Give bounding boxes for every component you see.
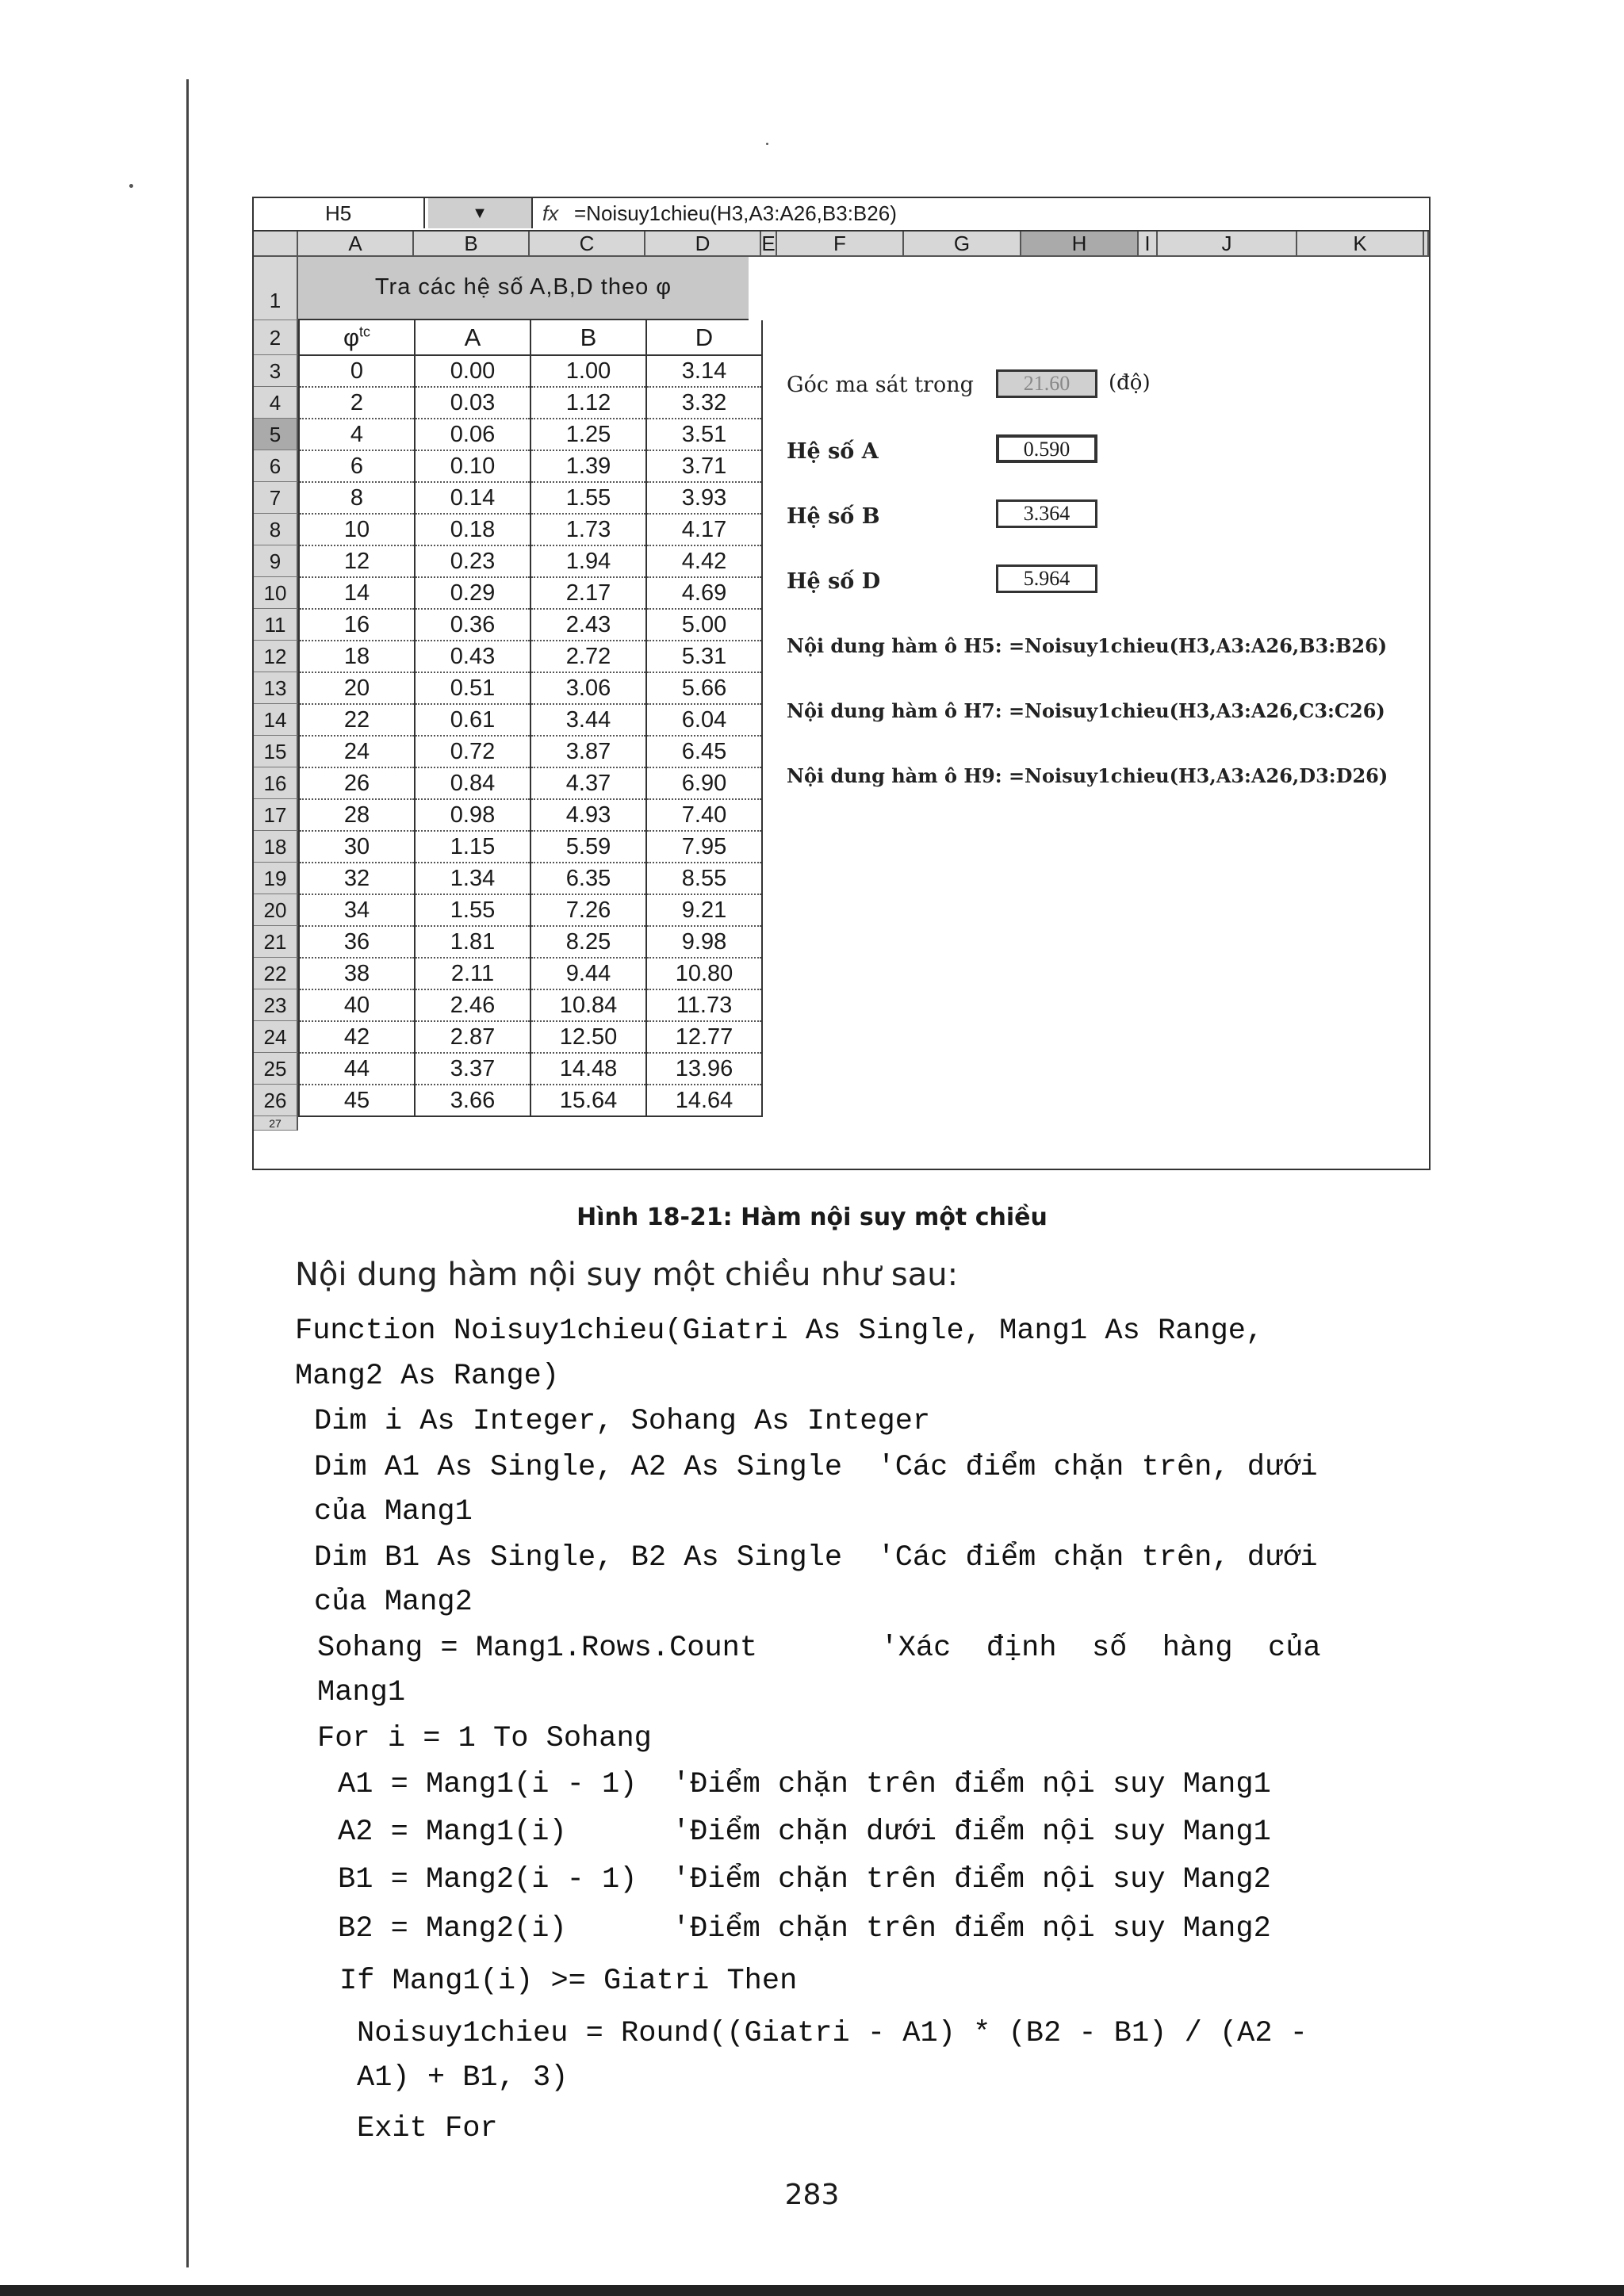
column-header-g[interactable]: G (904, 232, 1021, 257)
code-line: Dim i As Integer, Sohang As Integer (314, 1405, 931, 1438)
table-cell[interactable]: 6.45 (646, 736, 762, 767)
row-header-27[interactable]: 27 (254, 1116, 298, 1131)
table-row (299, 514, 762, 545)
table-row (299, 926, 762, 958)
table-cell[interactable]: 8.25 (530, 926, 646, 958)
table-cell[interactable]: 10.80 (646, 958, 762, 989)
table-row (299, 989, 762, 1021)
table-cell[interactable]: 5.00 (646, 609, 762, 641)
column-header-k[interactable]: K (1297, 232, 1424, 257)
table-row (299, 1085, 762, 1116)
table-row (299, 894, 762, 926)
row-header-16[interactable]: 16 (254, 767, 298, 799)
column-header-a[interactable]: A (298, 232, 414, 257)
fx-icon[interactable]: fx (542, 201, 559, 225)
table-row (299, 1053, 762, 1085)
table-cell[interactable]: 44 (299, 1053, 415, 1085)
code-line: của Mang2 (314, 1586, 473, 1619)
column-header-f[interactable]: F (777, 232, 904, 257)
row-header-17[interactable]: 17 (254, 799, 298, 831)
formula-note-h9: Nội dung hàm ô H9: =Noisuy1chieu(H3,A3:A26,D3:D26) (787, 764, 1388, 787)
table-cell[interactable]: 3.44 (530, 704, 646, 736)
header-cell[interactable]: B (530, 320, 646, 355)
table-row (299, 799, 762, 831)
table-header-row (299, 320, 762, 355)
table-cell[interactable]: 0.29 (415, 577, 530, 609)
table-cell[interactable]: 3.93 (646, 482, 762, 514)
table-cell[interactable]: 0.03 (415, 387, 530, 419)
table-row (299, 355, 762, 387)
table-cell[interactable]: 5.66 (646, 672, 762, 704)
code-line: B2 = Mang2(i) 'Điểm chặn trên điểm nội suy Mang2 (338, 1912, 1271, 1946)
coef-a-label: Hệ số A (787, 439, 879, 464)
angle-unit: (độ) (1109, 371, 1151, 395)
code-line: If Mang1(i) >= Giatri Then (339, 1965, 798, 1998)
table-cell[interactable]: 24 (299, 736, 415, 767)
phi-symbol: φ (343, 323, 360, 351)
column-header-i[interactable]: I (1139, 232, 1158, 257)
page-number: 283 (784, 2179, 840, 2211)
table-cell[interactable]: 3.37 (415, 1053, 530, 1085)
table-cell[interactable]: 3.71 (646, 450, 762, 482)
column-header-e[interactable]: E (761, 232, 777, 257)
table-cell[interactable]: 0.06 (415, 419, 530, 450)
table-cell[interactable]: 2.17 (530, 577, 646, 609)
column-header-d[interactable]: D (645, 232, 761, 257)
row-header-3[interactable]: 3 (254, 355, 298, 387)
friction-angle-cell[interactable]: 21.60 (996, 369, 1097, 398)
table-row (299, 1021, 762, 1053)
row-header-8[interactable]: 8 (254, 514, 298, 545)
row-header-26[interactable]: 26 (254, 1085, 298, 1116)
table-cell[interactable]: 6.35 (530, 863, 646, 894)
table-cell[interactable]: 1.55 (415, 894, 530, 926)
table-cell[interactable]: 5.31 (646, 641, 762, 672)
table-cell[interactable]: 9.44 (530, 958, 646, 989)
code-line: Mang2 As Range) (295, 1360, 560, 1393)
row-header-18[interactable]: 18 (254, 831, 298, 863)
row-header-10[interactable]: 10 (254, 577, 298, 609)
table-cell[interactable]: 16 (299, 609, 415, 641)
table-cell[interactable]: 12.77 (646, 1021, 762, 1053)
table-cell[interactable]: 18 (299, 641, 415, 672)
table-cell[interactable]: 1.34 (415, 863, 530, 894)
table-cell[interactable]: 26 (299, 767, 415, 799)
column-header-filler (1424, 232, 1429, 257)
table-cell[interactable]: 0.14 (415, 482, 530, 514)
table-cell[interactable]: 4.37 (530, 767, 646, 799)
formula-note-h7: Nội dung hàm ô H7: =Noisuy1chieu(H3,A3:A26,C3:C26) (787, 699, 1385, 722)
name-box[interactable]: H5 (254, 198, 425, 228)
table-title-cell[interactable]: Tra các hệ số A,B,D theo φ (298, 257, 749, 320)
formula-input[interactable]: =Noisuy1chieu(H3,A3:A26,B3:B26) (574, 201, 897, 225)
table-cell[interactable]: 6 (299, 450, 415, 482)
row-header-2[interactable]: 2 (254, 320, 298, 355)
table-row (299, 672, 762, 704)
table-cell[interactable]: 3.06 (530, 672, 646, 704)
coefficient-table (298, 320, 763, 1117)
coef-a-cell[interactable]: 0.590 (996, 434, 1097, 463)
table-cell[interactable]: 1.12 (530, 387, 646, 419)
code-line: Exit For (357, 2112, 498, 2145)
table-cell[interactable]: 1.94 (530, 545, 646, 577)
row-header-13[interactable]: 13 (254, 672, 298, 704)
code-line: Noisuy1chieu = Round((Giatri - A1) * (B2 - B1) / (A2 - (357, 2017, 1308, 2050)
coef-d-label: Hệ số D (787, 569, 881, 594)
code-line: của Mang1 (314, 1495, 473, 1529)
formula-note-h5: Nội dung hàm ô H5: =Noisuy1chieu(H3,A3:A26,B3:B26) (787, 634, 1388, 657)
row-header-19[interactable]: 19 (254, 863, 298, 894)
table-cell[interactable]: 9.98 (646, 926, 762, 958)
spreadsheet-window (252, 197, 1431, 1170)
table-cell[interactable]: 12.50 (530, 1021, 646, 1053)
table-row (299, 450, 762, 482)
table-cell[interactable]: 0.98 (415, 799, 530, 831)
table-cell[interactable]: 8.55 (646, 863, 762, 894)
table-cell[interactable]: 1.73 (530, 514, 646, 545)
table-cell[interactable]: 0.10 (415, 450, 530, 482)
code-line: A1) + B1, 3) (357, 2061, 569, 2095)
column-header-h[interactable]: H (1021, 232, 1139, 257)
coef-d-cell[interactable]: 5.964 (996, 564, 1097, 593)
coef-b-label: Hệ số B (787, 504, 880, 529)
scan-speck (766, 143, 768, 145)
table-row (299, 482, 762, 514)
code-line: A2 = Mang1(i) 'Điểm chặn dưới điểm nội suy Mang1 (338, 1816, 1271, 1849)
table-row (299, 641, 762, 672)
table-cell[interactable]: 14.48 (530, 1053, 646, 1085)
table-row (299, 831, 762, 863)
header-cell[interactable]: D (646, 320, 762, 355)
row-header-23[interactable]: 23 (254, 989, 298, 1021)
table-row (299, 609, 762, 641)
table-cell[interactable]: 0.00 (415, 355, 530, 387)
table-cell[interactable]: 15.64 (530, 1085, 646, 1116)
intro-paragraph: Nội dung hàm nội suy một chiều như sau: (295, 1257, 959, 1293)
figure-caption: Hình 18-21: Hàm nội suy một chiều (576, 1203, 1048, 1231)
table-cell[interactable]: 14 (299, 577, 415, 609)
code-line: Mang1 (317, 1676, 406, 1709)
table-cell[interactable]: 0.36 (415, 609, 530, 641)
code-line: Dim B1 As Single, B2 As Single 'Các điểm chặn trên, dưới (314, 1541, 1318, 1575)
row-header-25[interactable]: 25 (254, 1053, 298, 1085)
table-cell[interactable]: 0 (299, 355, 415, 387)
table-cell[interactable]: 0.43 (415, 641, 530, 672)
row-header-22[interactable]: 22 (254, 958, 298, 989)
table-cell[interactable]: 3.51 (646, 419, 762, 450)
table-cell[interactable]: 7.95 (646, 831, 762, 863)
table-row (299, 387, 762, 419)
table-cell[interactable]: 2.43 (530, 609, 646, 641)
code-line: B1 = Mang2(i - 1) 'Điểm chặn trên điểm nội suy Mang2 (338, 1863, 1271, 1896)
code-line: For i = 1 To Sohang (317, 1722, 652, 1755)
table-row (299, 736, 762, 767)
table-cell[interactable]: 42 (299, 1021, 415, 1053)
row-header-24[interactable]: 24 (254, 1021, 298, 1053)
table-cell[interactable]: 10 (299, 514, 415, 545)
table-row (299, 767, 762, 799)
row-header-1[interactable]: 1 (254, 257, 298, 320)
table-cell[interactable]: 6.04 (646, 704, 762, 736)
table-row (299, 545, 762, 577)
table-cell[interactable]: 2.72 (530, 641, 646, 672)
code-line: A1 = Mang1(i - 1) 'Điểm chặn trên điểm nội suy Mang1 (338, 1768, 1271, 1801)
table-row (299, 958, 762, 989)
table-cell[interactable]: 2.46 (415, 989, 530, 1021)
row-header-9[interactable]: 9 (254, 545, 298, 577)
table-cell[interactable]: 2.11 (415, 958, 530, 989)
table-cell[interactable]: 40 (299, 989, 415, 1021)
table-cell[interactable]: 9.21 (646, 894, 762, 926)
table-cell[interactable]: 14.64 (646, 1085, 762, 1116)
table-cell[interactable]: 2.87 (415, 1021, 530, 1053)
table-cell[interactable]: 11.73 (646, 989, 762, 1021)
table-cell[interactable]: 7.40 (646, 799, 762, 831)
table-cell[interactable]: 3.14 (646, 355, 762, 387)
column-header-c[interactable]: C (530, 232, 645, 257)
table-cell[interactable]: 4.93 (530, 799, 646, 831)
table-cell[interactable]: 4.69 (646, 577, 762, 609)
table-cell[interactable]: 4 (299, 419, 415, 450)
formula-bar (254, 198, 1429, 232)
table-row (299, 863, 762, 894)
table-row (299, 577, 762, 609)
table-cell[interactable]: 0.72 (415, 736, 530, 767)
table-cell[interactable]: 0.61 (415, 704, 530, 736)
table-cell[interactable]: 1.25 (530, 419, 646, 450)
column-header-b[interactable]: B (414, 232, 530, 257)
table-cell[interactable]: 1.39 (530, 450, 646, 482)
table-cell[interactable]: 5.59 (530, 831, 646, 863)
table-cell[interactable]: 22 (299, 704, 415, 736)
table-cell[interactable]: 38 (299, 958, 415, 989)
table-cell[interactable]: 12 (299, 545, 415, 577)
header-cell-phi[interactable] (299, 320, 415, 355)
code-line: Sohang = Mang1.Rows.Count 'Xác định số hàng của (317, 1632, 1321, 1665)
row-header-7[interactable]: 7 (254, 482, 298, 514)
table-cell[interactable]: 6.90 (646, 767, 762, 799)
table-cell[interactable]: 1.00 (530, 355, 646, 387)
table-cell[interactable]: 7.26 (530, 894, 646, 926)
select-all-corner[interactable] (254, 232, 298, 257)
scan-speck (129, 184, 133, 188)
table-cell[interactable]: 4.42 (646, 545, 762, 577)
row-header-20[interactable]: 20 (254, 894, 298, 926)
table-cell[interactable]: 2 (299, 387, 415, 419)
row-header-21[interactable]: 21 (254, 926, 298, 958)
table-cell[interactable]: 36 (299, 926, 415, 958)
table-cell[interactable]: 1.81 (415, 926, 530, 958)
table-cell[interactable]: 13.96 (646, 1053, 762, 1085)
table-cell[interactable]: 32 (299, 863, 415, 894)
row-header-12[interactable]: 12 (254, 641, 298, 672)
table-cell[interactable]: 1.15 (415, 831, 530, 863)
table-cell[interactable]: 8 (299, 482, 415, 514)
row-header-5[interactable]: 5 (254, 419, 298, 450)
row-header-14[interactable]: 14 (254, 704, 298, 736)
table-cell[interactable]: 3.87 (530, 736, 646, 767)
table-cell[interactable]: 10.84 (530, 989, 646, 1021)
code-line: Dim A1 As Single, A2 As Single 'Các điểm chặn trên, dưới (314, 1451, 1318, 1484)
friction-angle-label: Góc ma sát trong (787, 373, 974, 397)
table-cell[interactable]: 4.17 (646, 514, 762, 545)
phi-superscript: tc (359, 323, 371, 340)
row-header-15[interactable]: 15 (254, 736, 298, 767)
table-row (299, 419, 762, 450)
table-cell[interactable]: 3.32 (646, 387, 762, 419)
table-cell[interactable]: 28 (299, 799, 415, 831)
table-cell[interactable]: 3.66 (415, 1085, 530, 1116)
table-cell[interactable]: 0.51 (415, 672, 530, 704)
table-cell[interactable]: 45 (299, 1085, 415, 1116)
coef-b-cell[interactable]: 3.364 (996, 499, 1097, 528)
table-cell[interactable]: 20 (299, 672, 415, 704)
table-cell[interactable]: 0.18 (415, 514, 530, 545)
column-header-j[interactable]: J (1158, 232, 1297, 257)
code-line: Function Noisuy1chieu(Giatri As Single, Mang1 As Range, (295, 1314, 1264, 1348)
table-cell[interactable]: 0.84 (415, 767, 530, 799)
row-header-11[interactable]: 11 (254, 609, 298, 641)
table-cell[interactable]: 1.55 (530, 482, 646, 514)
row-header-6[interactable]: 6 (254, 450, 298, 482)
table-row (299, 704, 762, 736)
scan-bottom-edge (0, 2285, 1624, 2296)
table-cell[interactable]: 0.23 (415, 545, 530, 577)
header-cell[interactable]: A (415, 320, 530, 355)
name-box-dropdown-icon[interactable]: ▼ (428, 198, 533, 228)
table-cell[interactable]: 34 (299, 894, 415, 926)
table-cell[interactable]: 30 (299, 831, 415, 863)
page-binding-edge (186, 79, 189, 2267)
row-header-4[interactable]: 4 (254, 387, 298, 419)
